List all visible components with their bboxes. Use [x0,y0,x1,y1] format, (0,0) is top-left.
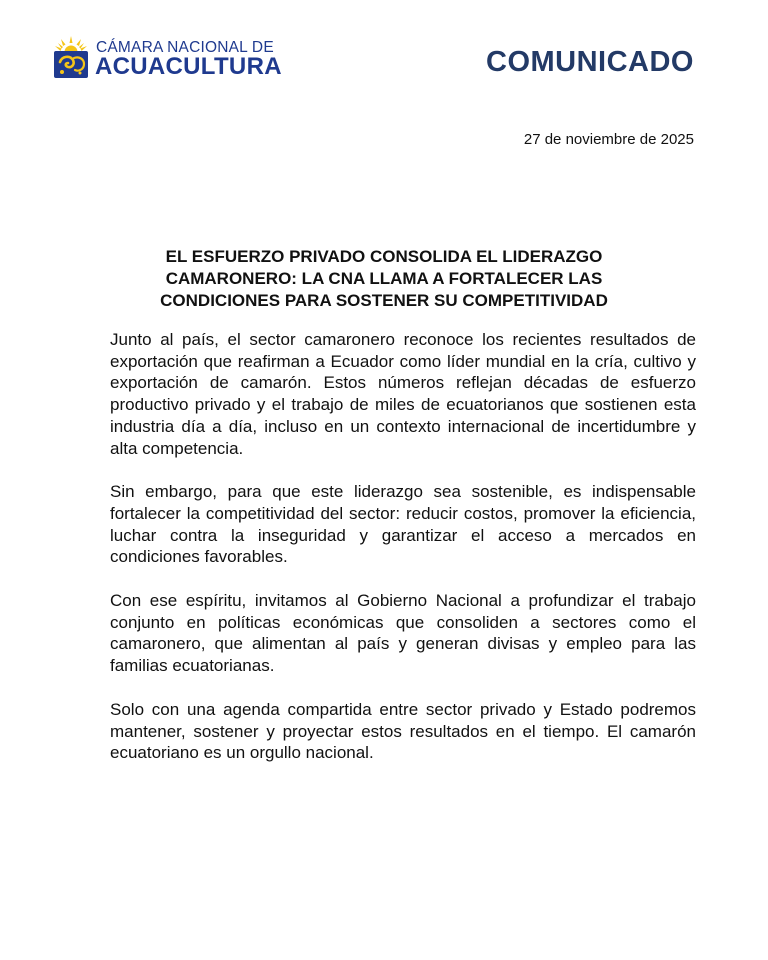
logo-text-line1: CÁMARA NACIONAL DE [96,39,274,56]
shrimp-sun-logo-icon [52,34,90,80]
document-date: 27 de noviembre de 2025 [523,131,694,148]
press-release-headline: EL ESFUERZO PRIVADO CONSOLIDA EL LIDERAZGO CAMARONERO: LA CNA LLAMA A FORTALECER LAS CONDICIONES PARA SOSTENER SU COMPETITIVIDAD [160,247,608,310]
body-paragraph: Junto al país, el sector camaronero reconoce los recientes resultados de exportación que reafirman a Ecuador como líder mundial en la cría, cultivo y exportación de camarón. Estos números reflejan décadas de esfuerzo productivo privado y el trabajo de miles de ecuatorianos que sostienen esta industria día a día, incluso en un contexto internacional de incertidumbre y alta competencia. [110,330,696,458]
body-paragraph: Solo con una agenda compartida entre sector privado y Estado podremos mantener, sostener y proyectar estos resultados en el tiempo. El camarón ecuatoriano es un orgullo nacional. [110,699,696,763]
body-paragraph: Con ese espíritu, invitamos al Gobierno Nacional a profundizar el trabajo conjunto en políticas económicas que consoliden a sectores como el camaronero, que alimentan al país y generan divisas y empleo para las familias ecuatorianas. [110,591,696,676]
body-paragraph: Sin embargo, para que este liderazgo sea sostenible, es indispensable fortalecer la competitividad del sector: reducir costos, promover la eficiencia, luchar contra la inseguridad y garantizar el acceso a mercados en condiciones favorables. [110,482,696,567]
logo-text-line2: ACUACULTURA [95,53,282,80]
document-header [0,0,768,100]
document-type-title: COMUNICADO [486,46,694,78]
document-body [110,329,696,786]
cna-logo [52,34,292,84]
